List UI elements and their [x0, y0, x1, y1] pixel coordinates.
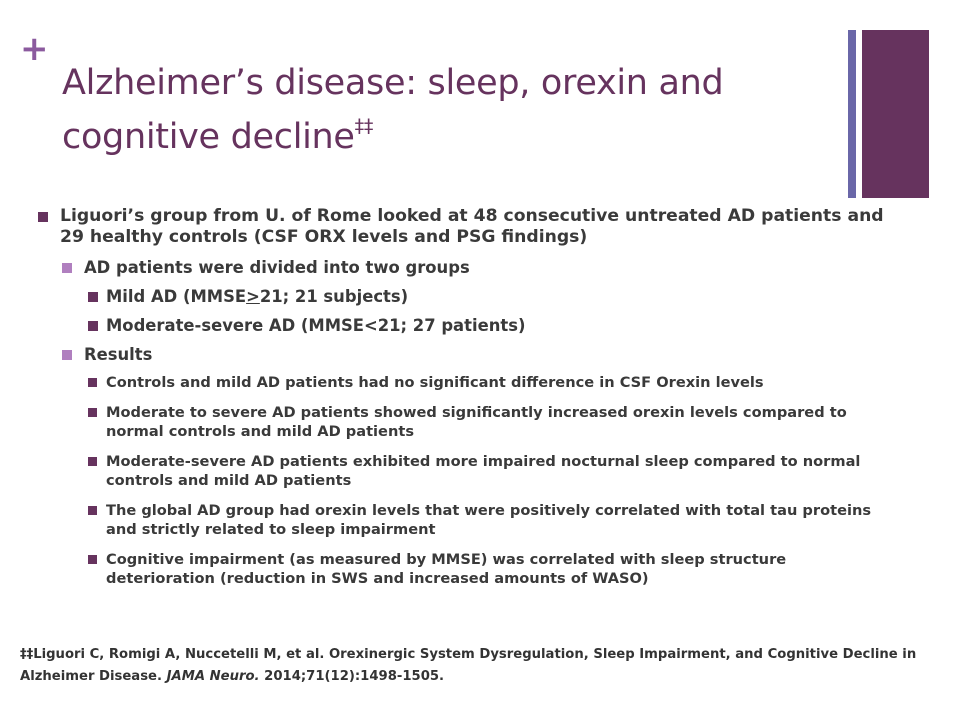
square-bullet-icon — [38, 212, 48, 222]
square-bullet-icon — [62, 350, 72, 360]
list-item — [38, 206, 898, 248]
bullet-text: Results — [84, 345, 153, 364]
list-item — [38, 257, 898, 278]
plus-icon: + — [20, 29, 49, 69]
slide-title-text: Alzheimer’s disease: sleep, orexin and cognitive decline — [62, 63, 724, 157]
bullet-text: Moderate-severe AD (MMSE<21; 27 patients) — [106, 316, 526, 335]
list-item — [38, 373, 898, 392]
bullet-text: Moderate-severe AD patients exhibited more impaired nocturnal sleep compared to normal controls and mild AD patients — [106, 453, 861, 489]
slide-title — [62, 56, 832, 164]
list-item — [38, 452, 898, 490]
bullet-text: Moderate to severe AD patients showed significantly increased orexin levels compared to normal controls and mild AD patients — [106, 404, 847, 440]
accent-bar-thick — [862, 30, 929, 198]
slide-body — [38, 206, 898, 599]
square-bullet-icon — [88, 555, 97, 564]
bullet-text — [106, 287, 408, 306]
bullet-text: Controls and mild AD patients had no significant difference in CSF Orexin levels — [106, 374, 764, 391]
list-item — [38, 501, 898, 539]
mild-text-post: 21; 21 subjects) — [259, 287, 409, 306]
bullet-text: Liguori’s group from U. of Rome looked at 48 consecutive untreated AD patients and 29 healthy controls (CSF ORX levels and PSG findings) — [60, 206, 884, 247]
reference-mark: ‡‡ — [20, 647, 34, 662]
square-bullet-icon — [88, 292, 98, 302]
square-bullet-icon — [88, 457, 97, 466]
bullet-text: Cognitive impairment (as measured by MMSE) was correlated with sleep structure deterioration (reduction in SWS and increased amounts of WASO) — [106, 551, 787, 587]
list-item — [38, 286, 898, 307]
bullet-text: The global AD group had orexin levels that were positively correlated with total tau proteins and strictly related to sleep impairment — [106, 502, 872, 538]
list-item — [38, 550, 898, 588]
square-bullet-icon — [88, 506, 97, 515]
square-bullet-icon — [88, 378, 97, 387]
mild-symbol: > — [246, 287, 260, 306]
reference-journal: JAMA Neuro. — [166, 669, 260, 684]
bullet-list — [38, 206, 898, 588]
accent-bar-thin — [848, 30, 856, 198]
list-item — [38, 403, 898, 441]
list-item — [38, 344, 898, 365]
title-footnote-mark: ‡‡ — [354, 115, 374, 137]
list-item — [38, 315, 898, 336]
bullet-text: AD patients were divided into two groups — [84, 258, 470, 277]
square-bullet-icon — [88, 321, 98, 331]
reference-text: Liguori C, Romigi A, Nuccetelli M, et al. Orexinergic System Dysregulation, Sleep Impairment, and Cognitive Decline in Alzheimer Disease. — [20, 647, 917, 684]
reference-footnote — [20, 644, 940, 688]
mild-text-pre: Mild AD (MMSE — [106, 287, 247, 306]
square-bullet-icon — [62, 263, 72, 273]
reference-citation: 2014;71(12):1498-1505. — [259, 669, 445, 684]
square-bullet-icon — [88, 408, 97, 417]
